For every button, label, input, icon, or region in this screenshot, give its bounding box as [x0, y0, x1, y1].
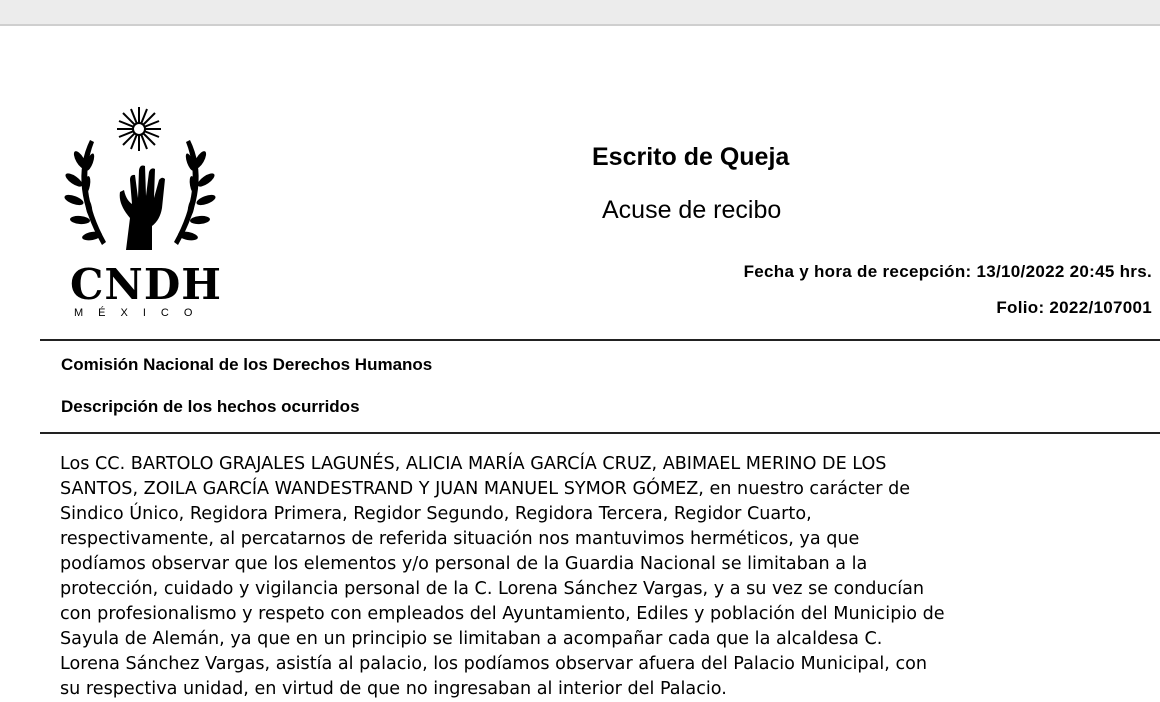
cndh-emblem-icon	[60, 100, 230, 265]
body-line: SANTOS, ZOILA GARCÍA WANDESTRAND Y JUAN MANUEL SYMOR GÓMEZ, en nuestro carácter de	[60, 479, 911, 499]
body-line: respectivamente, al percatarnos de referida situación nos mantuvimos herméticos, ya que	[60, 529, 860, 549]
logo-country: MÉXICO	[74, 307, 208, 319]
document-title: Escrito de Queja	[592, 143, 790, 171]
description-heading: Descripción de los hechos ocurridos	[61, 397, 360, 416]
folio-number: Folio: 2022/107001	[996, 298, 1152, 317]
body-line: Sayula de Alemán, ya que en un principio se limitaban a acompañar cada que la alcaldesa C.	[60, 629, 883, 649]
body-line: su respectiva unidad, en virtud de que no ingresaban al interior del Palacio.	[60, 679, 727, 699]
body-line: Lorena Sánchez Vargas, asistía al palacio, los podíamos observar afuera del Palacio Municipal, con	[60, 654, 928, 674]
cndh-logo	[60, 100, 230, 330]
logo-name: CNDH	[70, 260, 222, 309]
complaint-description	[60, 452, 1150, 702]
body-line: podíamos observar que los elementos y/o personal de la Guardia Nacional se limitaban a la	[60, 554, 868, 574]
divider-top	[40, 339, 1160, 341]
body-line: con profesionalismo y respeto con empleados del Ayuntamiento, Ediles y población del Municipio de	[60, 604, 945, 624]
reception-datetime: Fecha y hora de recepción: 13/10/2022 20:45 hrs.	[743, 262, 1152, 281]
institution-name: Comisión Nacional de los Derechos Humanos	[61, 355, 433, 374]
divider-bottom	[40, 432, 1160, 434]
body-line: Sindico Único, Regidora Primera, Regidor Segundo, Regidora Tercera, Regidor Cuarto,	[60, 504, 812, 524]
body-line: protección, cuidado y vigilancia personal de la C. Lorena Sánchez Vargas, y a su vez se conducían	[60, 579, 925, 599]
document-subtitle: Acuse de recibo	[602, 196, 782, 224]
viewer-top-bar	[0, 0, 1160, 26]
body-line: Los CC. BARTOLO GRAJALES LAGUNÉS, ALICIA MARÍA GARCÍA CRUZ, ABIMAEL MERINO DE LOS	[60, 454, 887, 474]
